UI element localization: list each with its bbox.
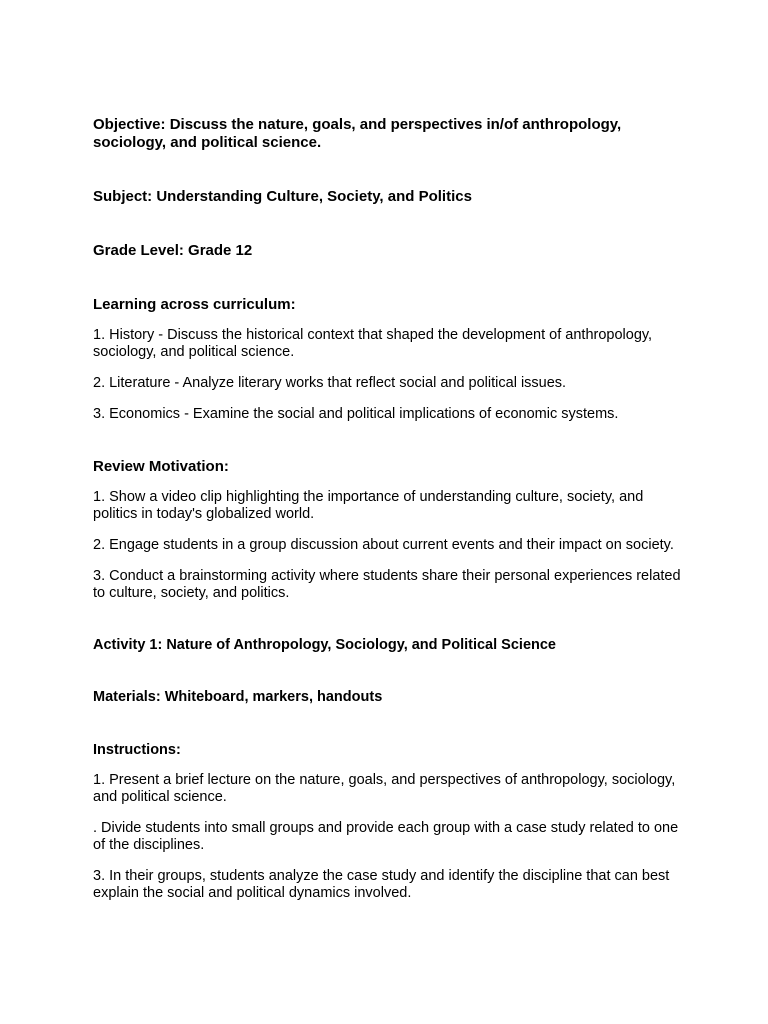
instruction-item: 1. Present a brief lecture on the nature, goals, and perspectives of anthropology, sociology, and political science. (93, 772, 676, 805)
activity-heading: Activity 1: Nature of Anthropology, Sociology, and Political Science (93, 637, 556, 653)
instruction-item: . Divide students into small groups and provide each group with a case study related to one of the disciplines. (93, 820, 679, 853)
learning-list (93, 327, 683, 423)
objective-heading: Objective: Discuss the nature, goals, and perspectives in/of anthropology, sociology, and political science. (93, 116, 622, 151)
learning-item: 2. Literature - Analyze literary works that reflect social and political issues. (93, 375, 567, 391)
instruction-item: 3. In their groups, students analyze the case study and identify the discipline that can best explain the social and political dynamics involved. (93, 868, 670, 901)
learning-across-curriculum-heading: Learning across curriculum: (93, 296, 296, 313)
review-item: 3. Conduct a brainstorming activity where students share their personal experiences related to culture, society, and politics. (93, 568, 681, 601)
review-item: 1. Show a video clip highlighting the importance of understanding culture, society, and politics in today's globalized world. (93, 489, 644, 522)
materials-heading: Materials: Whiteboard, markers, handouts (93, 689, 383, 705)
grade-level-heading: Grade Level: Grade 12 (93, 242, 253, 259)
subject-heading: Subject: Understanding Culture, Society, and Politics (93, 188, 472, 205)
review-list (93, 489, 683, 602)
document-page (93, 116, 683, 902)
review-motivation-heading: Review Motivation: (93, 458, 229, 475)
learning-item: 1. History - Discuss the historical context that shaped the development of anthropology, sociology, and political science. (93, 327, 653, 360)
review-item: 2. Engage students in a group discussion about current events and their impact on society. (93, 537, 674, 553)
learning-item: 3. Economics - Examine the social and political implications of economic systems. (93, 406, 619, 422)
instructions-heading: Instructions: (93, 742, 181, 758)
instructions-list (93, 772, 683, 902)
